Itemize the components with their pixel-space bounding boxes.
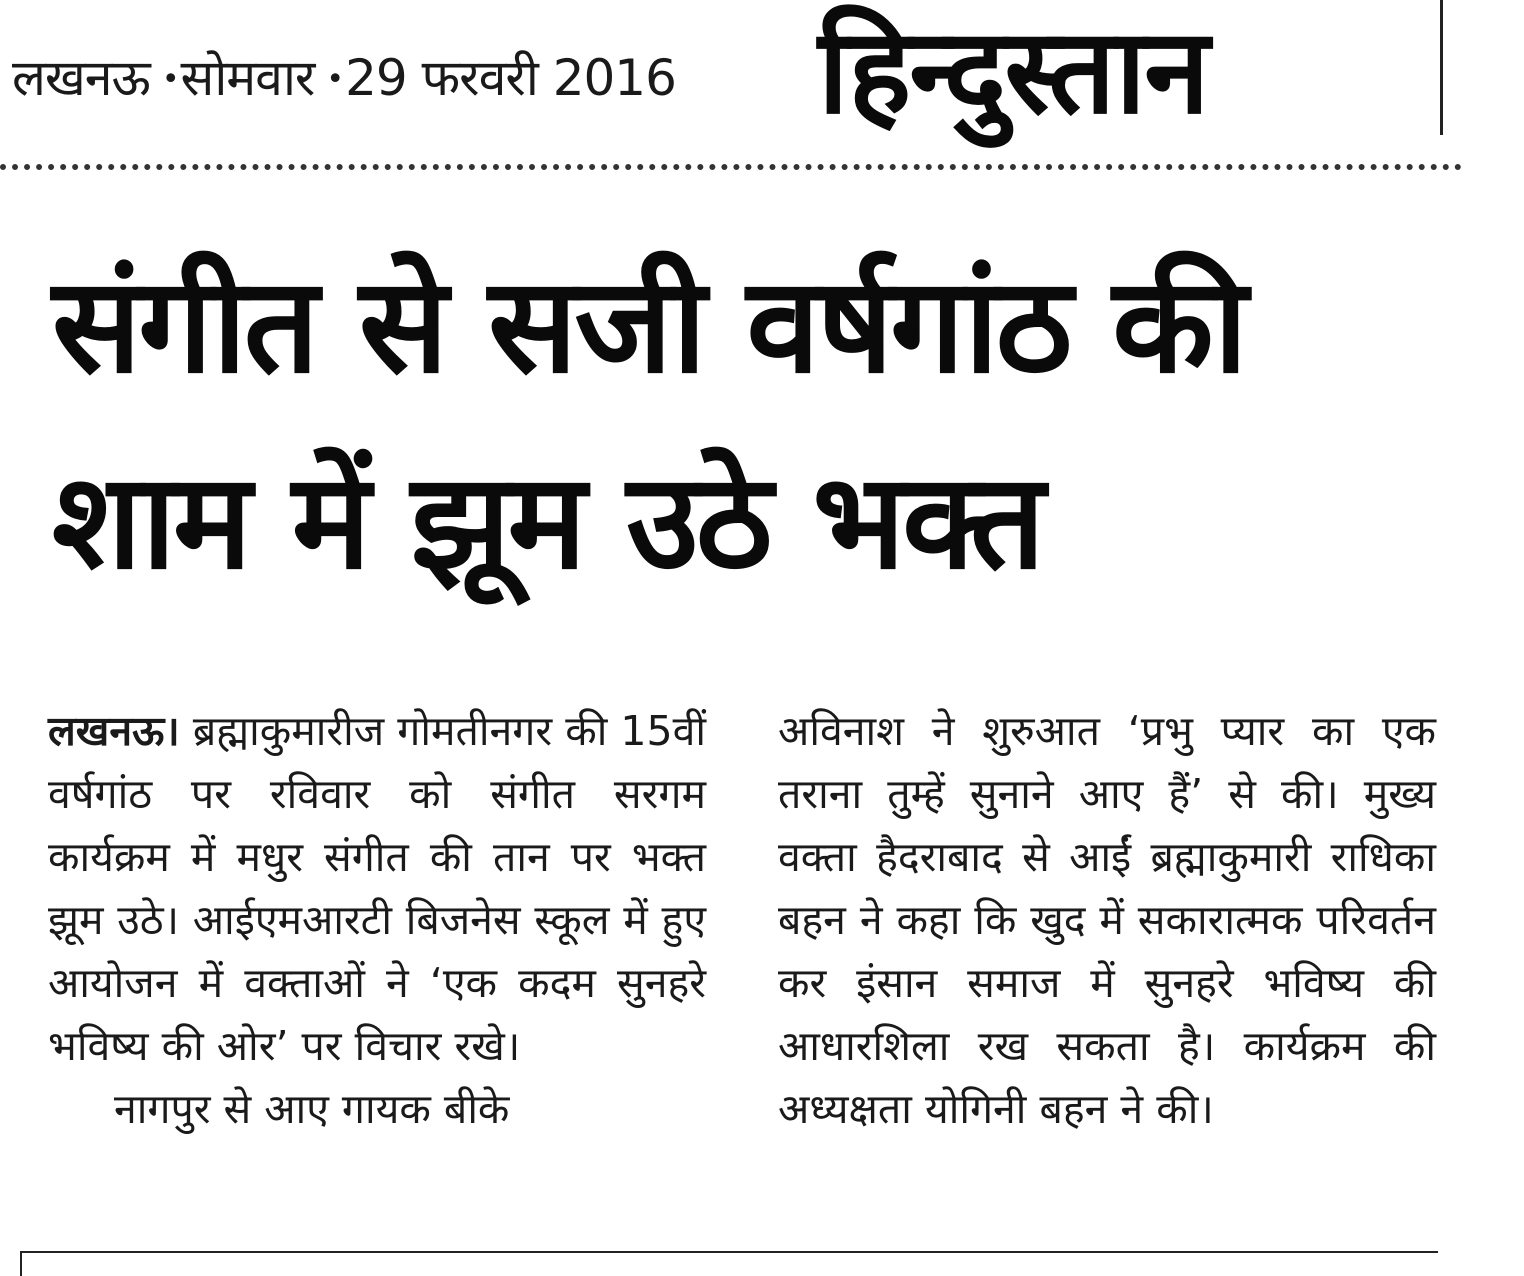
dateline-bar bbox=[12, 48, 676, 110]
dotted-divider bbox=[0, 164, 1462, 170]
paragraph-1 bbox=[48, 700, 706, 1078]
article-headline bbox=[52, 228, 1472, 620]
article-column-left bbox=[48, 700, 706, 1141]
paragraph-2-start: नागपुर से आए गायक बीके bbox=[114, 1085, 510, 1133]
separator-dot: • bbox=[326, 62, 344, 97]
separator-dot: • bbox=[161, 62, 179, 97]
paragraph-1-text: ब्रह्माकुमारीज गोमतीनगर की 15वीं वर्षगांठ पर रविवार को संगीत सरगम कार्यक्रम में मधुर संगीत की तान पर भक्त झूम उठे। आईएमआरटी बिजनेस स्कूल में हुए आयोजन में वक्ताओं ने ‘एक कदम सुनहरे भविष्य की ओर’ पर विचार रखे। bbox=[48, 707, 706, 1070]
newspaper-masthead-logo: हिन्दुस्तान bbox=[818, 2, 1208, 140]
city-name: लखनऊ bbox=[12, 49, 150, 107]
paragraph-2-continued: अविनाश ने शुरुआत ‘प्रभु प्यार का एक तराना तुम्हें सुनाने आए हैं’ से की। मुख्य वक्ता हैदराबाद से आईं ब्रह्माकुमारी राधिका बहन ने कहा कि खुद में सकारात्मक परिवर्तन कर इंसान समाज में सुनहरे भविष्य की आधारशिला रख सकता है। कार्यक्रम की अध्यक्षता योगिनी बहन ने की। bbox=[778, 707, 1436, 1133]
article-column-right bbox=[778, 700, 1436, 1141]
weekday: सोमवार bbox=[180, 49, 315, 107]
bottom-divider bbox=[20, 1251, 1438, 1253]
headline-line-1: संगीत से सजी वर्षगांठ की bbox=[52, 249, 1245, 403]
corner-tick bbox=[20, 1251, 22, 1276]
article-dateline: लखनऊ। bbox=[48, 707, 180, 755]
headline-line-2: शाम में झूम उठे भक्त bbox=[52, 445, 1043, 599]
publication-date: 29 फरवरी 2016 bbox=[345, 49, 676, 107]
vertical-divider bbox=[1440, 0, 1443, 135]
